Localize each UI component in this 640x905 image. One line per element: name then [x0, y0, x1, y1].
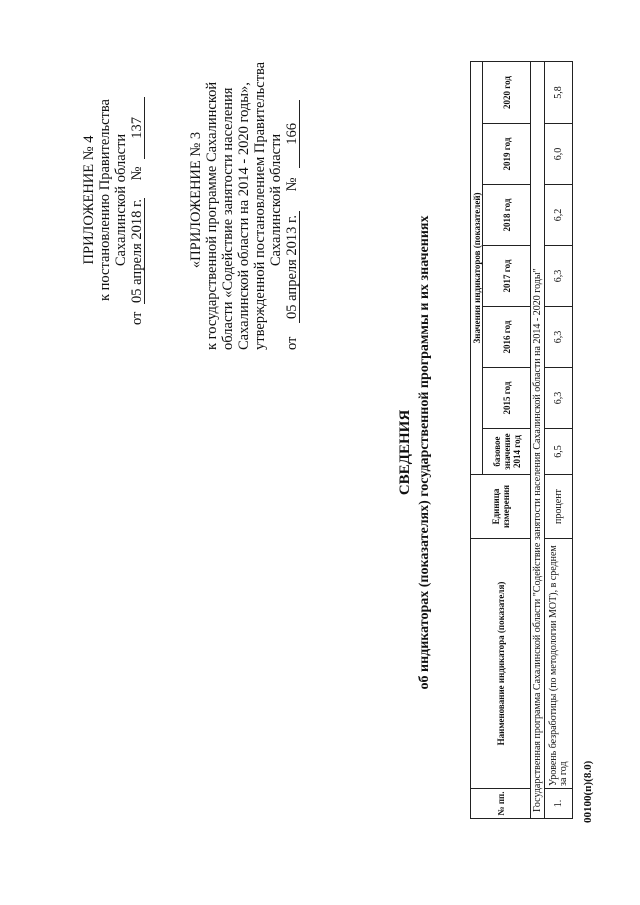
appendix-3-line-4: Сахалинской области на 2014 - 2020 годы», — [236, 82, 252, 350]
row-indicator-name: Уровень безработицы (по методологии МОТ), в среднем за год — [545, 539, 573, 789]
indicators-table — [470, 61, 573, 819]
appendix-3-title: «ПРИЛОЖЕНИЕ № 3 — [188, 131, 204, 269]
row-value-2017: 6,3 — [545, 246, 573, 307]
appendix-4-resolution: к постановлению Правительства — [97, 99, 113, 301]
appendix-4-from-label: от — [129, 311, 145, 325]
appendix-3-region: Сахалинской области — [268, 133, 284, 267]
appendix-3-from-label: от — [284, 336, 300, 350]
row-unit: процент — [545, 475, 573, 539]
header-2016: 2016 год — [483, 307, 531, 368]
document-subtitle: об индикаторах (показателях) государственной программы и их значениях — [417, 215, 432, 690]
appendix-3-line-3: области «Содействие занятости населения — [220, 87, 236, 350]
row-base-value: 6,5 — [545, 429, 573, 475]
row-value-2019: 6,0 — [545, 124, 573, 185]
appendix-4-number-label: № — [129, 166, 145, 181]
row-num: 1. — [545, 789, 573, 819]
appendix-4-block — [81, 75, 145, 325]
footer-code: 00100(п)(8.0) — [582, 760, 594, 823]
header-2017: 2017 год — [483, 246, 531, 307]
header-base: базовое значение 2014 год — [483, 429, 531, 475]
header-values-group: Значения индикаторов (показателей) — [471, 61, 483, 474]
header-2018: 2018 год — [483, 185, 531, 246]
table-row — [545, 61, 573, 818]
header-num: № пп. — [471, 789, 531, 819]
appendix-3-date-line — [284, 50, 300, 350]
appendix-3-line-5: утвержденной постановлением Правительства — [252, 61, 268, 350]
header-2020: 2020 год — [483, 61, 531, 123]
row-value-2018: 6,2 — [545, 185, 573, 246]
header-unit: Единица измерения — [471, 475, 531, 539]
appendix-3-number: 166 — [286, 100, 300, 168]
program-row: Государственная программа Сахалинской области "Содействие занятости населения Сахалинской области на 2014 - 2020 годы" — [531, 61, 545, 818]
appendix-3-line-2: к государственной программе Сахалинской — [204, 81, 220, 350]
appendix-4-date: 05 апреля 2018 г. — [129, 199, 145, 303]
header-name: Наименование индикатора (показателя) — [471, 539, 531, 789]
appendix-4-title: ПРИЛОЖЕНИЕ № 4 — [81, 135, 97, 265]
header-2015: 2015 год — [483, 368, 531, 429]
appendix-4-date-line — [129, 75, 145, 325]
appendix-3-number-label: № — [284, 177, 300, 192]
row-value-2016: 6,3 — [545, 307, 573, 368]
row-value-2020: 5,8 — [545, 61, 573, 123]
header-2019: 2019 год — [483, 124, 531, 185]
appendix-3-block — [188, 50, 300, 350]
appendix-4-region: Сахалинской области — [113, 133, 129, 267]
appendix-4-number: 137 — [131, 97, 145, 159]
document-title: СВЕДЕНИЯ — [397, 409, 413, 496]
row-value-2015: 6,3 — [545, 368, 573, 429]
appendix-3-date: 05 апреля 2013 г. — [286, 211, 300, 323]
